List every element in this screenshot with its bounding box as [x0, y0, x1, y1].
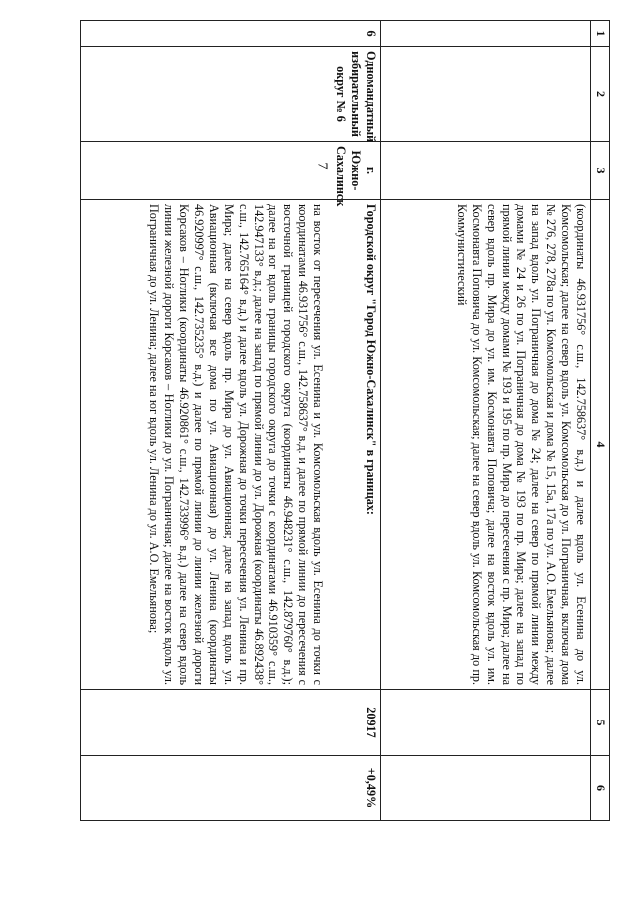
deviation-percent: +0,49% — [81, 756, 381, 821]
header-col-6: 6 — [591, 756, 610, 821]
header-col-2: 2 — [591, 47, 610, 142]
header-col-1: 1 — [591, 21, 610, 47]
locality-name: г. Южно-Сахалинск — [81, 142, 381, 200]
spacer — [325, 204, 363, 685]
district-name: Одномандатный избирательный округ № 6 — [81, 47, 381, 142]
rotated-table — [85, 20, 610, 820]
cell-empty — [381, 21, 591, 47]
cell-empty — [381, 756, 591, 821]
page-number: 7 — [314, 162, 330, 170]
header-col-3: 3 — [591, 142, 610, 200]
header-col-5: 5 — [591, 690, 610, 756]
cell-empty — [381, 47, 591, 142]
continued-row — [381, 21, 591, 821]
voter-count: 20917 — [81, 690, 381, 756]
header-row — [591, 21, 610, 821]
continued-description: (координаты 46.931756° с.ш., 142.758637° в.д.) и далее вдоль ул. Есенина до ул. Комсомольская; далее на север вдоль ул. Комсомольская до ул. Пограничная, включая дома № 276, 278, 278а по ул. Комсомольская и дома № 15, 15а, 17а по ул. А.О. Емельянова; далее на запад вдоль ул. Пограничная до дома № 24; далее на север по прямой линии между домами № 24 и 26 по ул. Пограничная до дома № 193 по пр. Мира; далее на запад по прямой линии между домами № 193 и 195 по пр. Мира до пересечения с пр. Мира; далее на север вдоль пр. Мира до ул. им. Космонавта Поповича; далее на восток вдоль ул. им. Космонавта Поповича до ул. Комсомольская; далее на север вдоль ул. Комсомольская до пр. Коммунистический — [381, 200, 591, 690]
district-row — [81, 21, 381, 821]
cell-empty — [381, 690, 591, 756]
district-table — [80, 20, 610, 821]
boundary-heading: Городской округ "Город Южно-Сахалинск" в границах: — [364, 204, 378, 515]
rotated-table-container — [85, 20, 610, 820]
cell-empty — [381, 142, 591, 200]
header-col-4: 4 — [591, 200, 610, 690]
boundary-cell — [81, 200, 381, 690]
boundary-description: на восток от пересечения ул. Есенина и ул. Комсомольская вдоль ул. Есенина до точки с координатами 46.931756° с.ш., 142.758637° в.д. и далее по прямой линии до пересечения с восточной границей городского округа (координаты 46.948231° с.ш., 142.879760° в.д.); далее на юг вдоль границы городского округа до точки с координатами 46.910359° с.ш., 142.947133° в.д.; далее на запад по прямой линии до ул. Дорожная (координаты 46.892438° с.ш., 142.765164° в.д.) и далее вдоль ул. Дорожная до точки пересечения ул. Ленина и пр. Мира; далее на север вдоль пр. Мира до ул. Авиационная; далее на запад вдоль ул. Авиационная (включая все дома по ул. Авиационная) до ул. Ленина (координаты 46.920997° с.ш., 142.735235° в.д.) и далее по прямой линии до линии железной дороги Корсаков – Ноглики (координаты 46.920861° с.ш., 142.733996° в.д.) далее на север вдоль линии железной дороги Корсаков – Ноглики до ул. Пограничная; далее на восток вдоль ул. Пограничная до ул. Ленина; далее на юг вдоль ул. Ленина до ул. А.О. Емельянова; — [147, 204, 326, 685]
district-number: 6 — [81, 21, 381, 47]
